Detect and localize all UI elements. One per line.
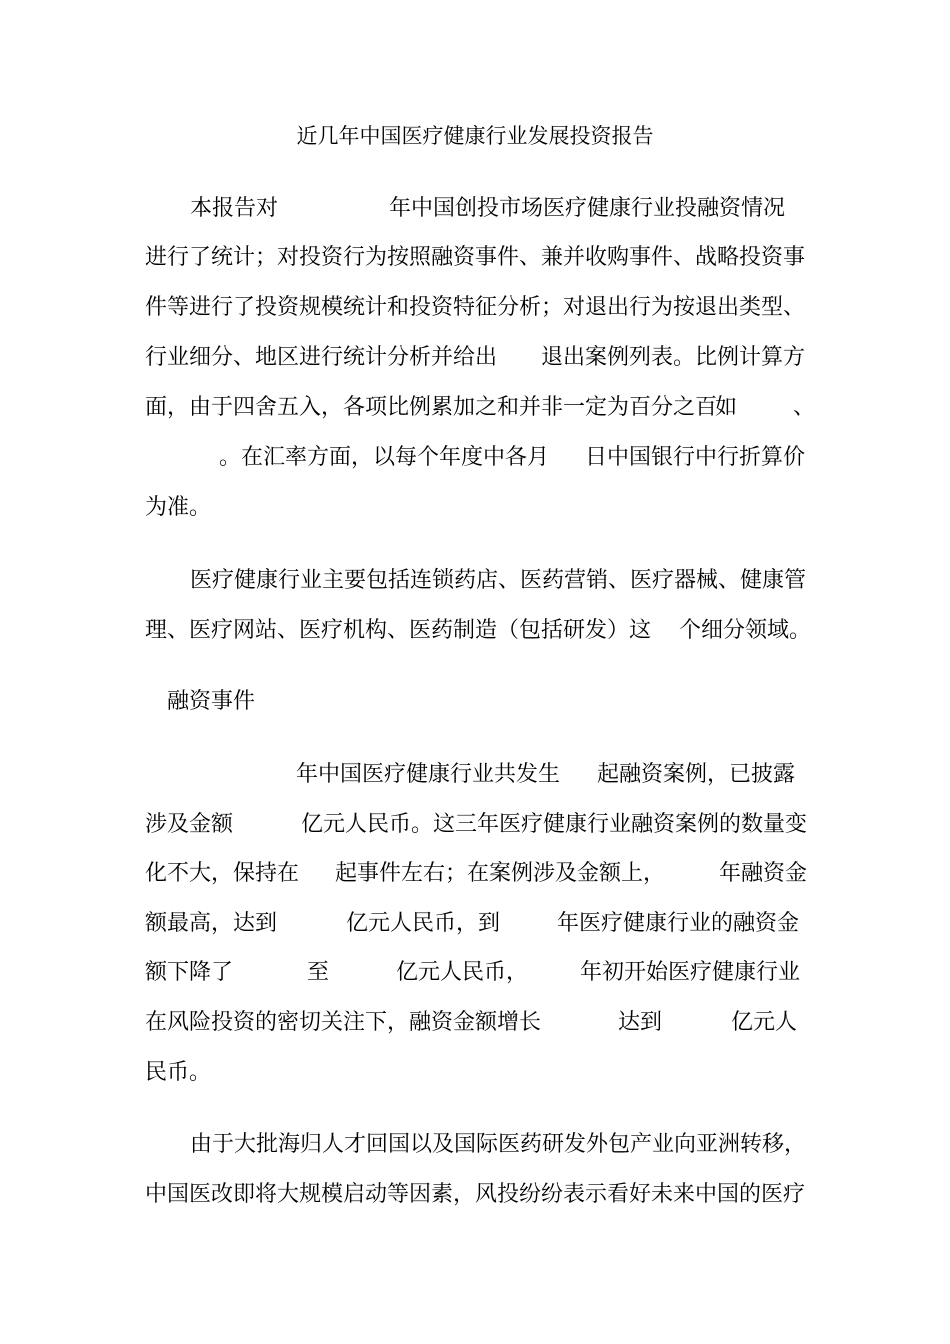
- text-segment: 为准。: [145, 495, 212, 520]
- text-segment: 年融资金: [719, 861, 808, 886]
- text-segment: 行业细分、地区进行统计分析并给出: [145, 345, 498, 370]
- text-segment: 亿元人: [731, 1010, 798, 1035]
- document-title: 近几年中国医疗健康行业发展投资报告: [296, 124, 654, 148]
- text-segment: 至: [307, 960, 330, 985]
- text-segment: 达到: [618, 1010, 663, 1035]
- text-segment: 亿元人民币，到: [346, 911, 501, 936]
- text-segment: 在风险投资的密切关注下，融资金额增长: [145, 1010, 542, 1035]
- text-segment: 额最高，达到: [145, 911, 278, 936]
- text-segment: 化不大，保持在: [145, 861, 300, 886]
- text-segment: 如: [715, 395, 738, 420]
- text-segment: 理、医疗网站、医疗机构、医药制造（包括研发）这: [145, 618, 652, 643]
- text-segment: 个细分领域。: [679, 618, 812, 643]
- text-segment: 面，由于四舍五入，各项比例累加之和并非一定为百分之百: [145, 395, 718, 420]
- text-segment: 进行了统计；对投资行为按照融资事件、兼并收购事件、战略投资事: [145, 245, 806, 270]
- text-segment: 由于大批海归人才回国以及国际医药研发外包产业向亚洲转移，: [190, 1132, 807, 1157]
- text-segment: 民币。: [145, 1060, 212, 1085]
- text-segment: 医疗健康行业主要包括连锁药店、医药营销、医疗器械、健康管: [190, 568, 807, 593]
- text-segment: 亿元人民币。这三年医疗健康行业融资案例的数量变: [301, 812, 808, 837]
- text-segment: 亿元人民币，: [396, 960, 529, 985]
- text-segment: 件等进行了投资规模统计和投资特征分析；对退出行为按退出类型、: [145, 295, 806, 320]
- text-segment: 。在汇率方面，以每个年度中各月: [219, 445, 550, 470]
- text-segment: 涉及金额: [145, 812, 234, 837]
- text-segment: 退出案例列表。比例计算方: [541, 345, 806, 370]
- text-segment: 年医疗健康行业的融资金: [557, 911, 800, 936]
- text-segment: 中国医改即将大规模启动等因素，风投纷纷表示看好未来中国的医疗: [145, 1182, 806, 1207]
- text-segment: 年初开始医疗健康行业: [580, 960, 801, 985]
- text-segment: 、: [793, 395, 816, 420]
- text-segment: 额下降了: [145, 960, 234, 985]
- text-segment: 年中国医疗健康行业共发生: [296, 762, 561, 787]
- text-segment: 起事件左右；在案例涉及金额上，: [335, 861, 666, 886]
- text-segment: 日中国银行中行折算价: [585, 445, 806, 470]
- text-segment: 年中国创投市场医疗健康行业投融资情况: [389, 196, 786, 221]
- text-segment: 本报告对: [190, 196, 279, 221]
- text-segment: 起融资案例，已披露: [597, 762, 796, 787]
- heading-text: 融资事件: [167, 689, 256, 714]
